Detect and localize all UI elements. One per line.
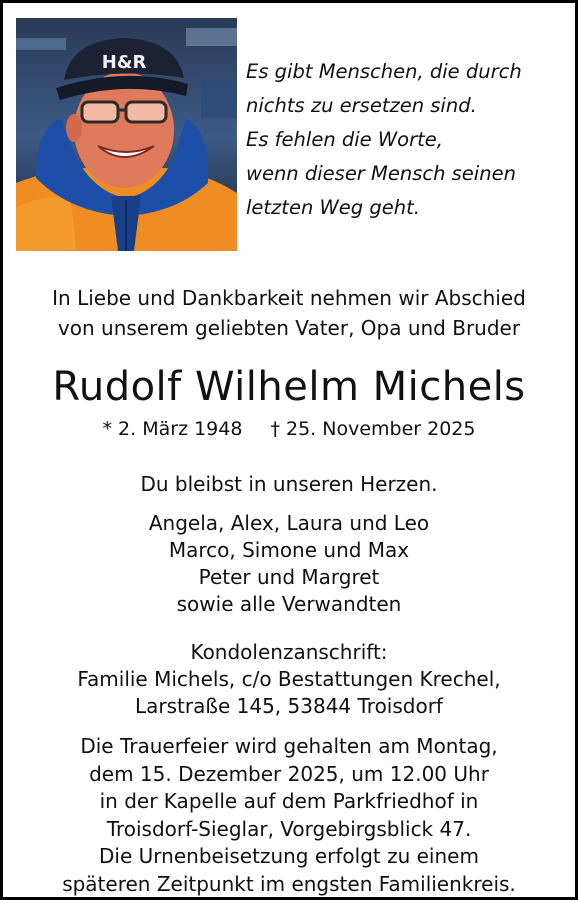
condolence-address bbox=[3, 639, 575, 720]
family-line: Angela, Alex, Laura und Leo bbox=[148, 511, 430, 535]
motto: Du bleibst in unseren Herzen. bbox=[140, 472, 438, 496]
service-line: späteren Zeitpunkt im engsten Familienkreis. bbox=[62, 871, 516, 896]
birth-date: * 2. März 1948 bbox=[102, 418, 243, 440]
intro-line: In Liebe und Dankbarkeit nehmen wir Abschied bbox=[52, 286, 526, 310]
death-date: † 25. November 2025 bbox=[270, 418, 476, 440]
intro-line: von unserem geliebten Vater, Opa und Bruder bbox=[57, 316, 521, 340]
portrait-photo bbox=[16, 18, 237, 251]
life-dates bbox=[3, 416, 575, 442]
service-line: Die Trauerfeier wird gehalten am Montag, bbox=[80, 734, 498, 758]
funeral-service-info bbox=[3, 733, 575, 899]
service-line: in der Kapelle auf dem Parkfriedhof in bbox=[99, 789, 479, 814]
poem-line: letzten Weg geht. bbox=[246, 196, 420, 219]
deceased-name: Rudolf Wilhelm Michels bbox=[52, 364, 526, 410]
family-line: sowie alle Verwandten bbox=[176, 592, 402, 616]
service-line: Die Urnenbeisetzung erfolgt zu einem bbox=[99, 844, 479, 869]
family-line: Marco, Simone und Max bbox=[168, 538, 410, 562]
farewell-intro bbox=[3, 283, 575, 343]
poem-line: nichts zu ersetzen sind. bbox=[246, 94, 477, 117]
cap-logo-text: H&R bbox=[101, 52, 147, 73]
poem-line: wenn dieser Mensch seinen bbox=[246, 162, 516, 185]
condolence-line: Kondolenzanschrift: bbox=[190, 640, 388, 664]
condolence-line: Larstraße 145, 53844 Troisdorf bbox=[135, 694, 443, 718]
service-line: dem 15. Dezember 2025, um 12.00 Uhr bbox=[89, 761, 489, 786]
family-line: Peter und Margret bbox=[198, 565, 380, 589]
family-list bbox=[3, 510, 575, 618]
service-line: Troisdorf-Sieglar, Vorgebirgsblick 47. bbox=[106, 816, 472, 841]
poem-line: Es gibt Menschen, die durch bbox=[246, 60, 522, 83]
condolence-line: Familie Michels, c/o Bestattungen Krechel, bbox=[77, 667, 501, 691]
poem-line: Es fehlen die Worte, bbox=[246, 128, 443, 151]
poem bbox=[246, 55, 576, 225]
